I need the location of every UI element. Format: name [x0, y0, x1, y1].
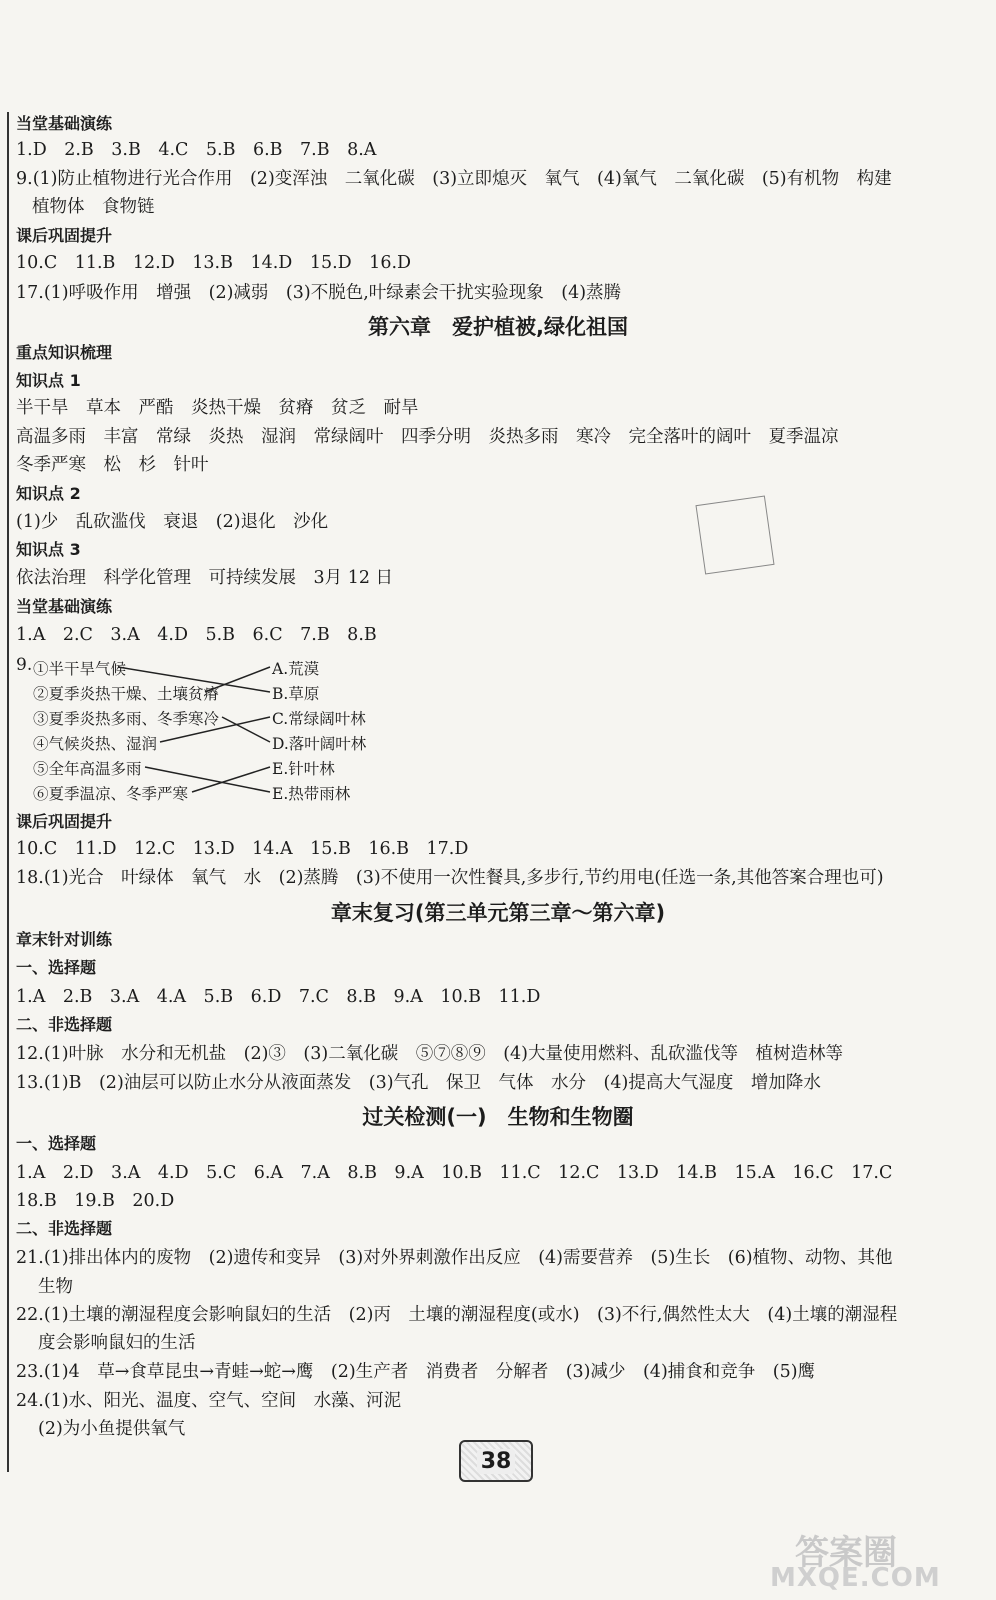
answer-line: (2)为小鱼提供氧气 — [38, 1419, 186, 1439]
heading-choice: 一、选择题 — [16, 958, 97, 977]
heading-after-class: 课后巩固提升 — [16, 812, 113, 831]
match-right-item: B.草原 — [272, 685, 320, 703]
answer-line: 植物体 食物链 — [32, 197, 155, 217]
stamp-mark — [695, 495, 774, 574]
match-line — [222, 717, 270, 742]
match-left-item: ⑤全年高温多雨 — [33, 760, 142, 778]
answer-line: 18.B 19.B 20.D — [16, 1191, 175, 1211]
answer-line: 半干旱 草本 严酷 炎热干燥 贫瘠 贫乏 耐旱 — [16, 398, 419, 418]
answer-line: (1)少 乱砍滥伐 衰退 (2)退化 沙化 — [16, 512, 329, 532]
match-right-item: E.热带雨林 — [272, 785, 351, 803]
heading-basic-practice: 当堂基础演练 — [16, 114, 113, 133]
match-line — [160, 717, 270, 742]
matching-question-number: 9. — [16, 655, 33, 675]
match-right-item: A.荒漠 — [272, 660, 320, 678]
answer-line: 22.(1)土壤的潮湿程度会影响鼠妇的生活 (2)丙 土壤的潮湿程度(或水) (3)不行,偶然性太大 (4)土壤的潮湿程 — [16, 1305, 898, 1325]
page-number-badge — [459, 1440, 533, 1482]
watermark-logo: 答案圈 — [795, 1533, 897, 1573]
match-line — [118, 667, 270, 692]
match-line — [145, 767, 270, 792]
test-title: 过关检测(一) 生物和生物圈 — [362, 1105, 634, 1129]
answer-line: 1.A 2.D 3.A 4.D 5.C 6.A 7.A 8.B 9.A 10.B 11.C 12.C 13.D 14.B 15.A 16.C 17.C — [16, 1163, 893, 1183]
chapter-title: 第六章 爱护植被,绿化祖国 — [368, 315, 628, 339]
heading-knowledge-point: 知识点 3 — [16, 540, 81, 559]
match-right-item: E.针叶林 — [272, 760, 335, 778]
answer-line: 依法治理 科学化管理 可持续发展 3月 12 日 — [16, 568, 394, 588]
answer-line: 10.C 11.B 12.D 13.B 14.D 15.D 16.D — [16, 253, 412, 273]
heading-choice: 一、选择题 — [16, 1134, 97, 1153]
answer-line: 12.(1)叶脉 水分和无机盐 (2)③ (3)二氧化碳 ⑤⑦⑧⑨ (4)大量使用燃料、乱砍滥伐等 植树造林等 — [16, 1044, 843, 1064]
answer-line: 23.(1)4 草→食草昆虫→青蛙→蛇→鹰 (2)生产者 消费者 分解者 (3)减少 (4)捕食和竞争 (5)鹰 — [16, 1362, 816, 1382]
heading-non-choice: 二、非选择题 — [16, 1219, 113, 1238]
heading-after-class: 课后巩固提升 — [16, 226, 113, 245]
answer-line: 1.A 2.B 3.A 4.A 5.B 6.D 7.C 8.B 9.A 10.B 11.D — [16, 987, 541, 1007]
heading-key-knowledge: 重点知识梳理 — [16, 343, 113, 362]
heading-knowledge-point: 知识点 1 — [16, 371, 81, 390]
answer-line: 度会影响鼠妇的生活 — [38, 1333, 196, 1353]
match-left-item: ④气候炎热、湿润 — [33, 735, 158, 753]
heading-knowledge-point: 知识点 2 — [16, 484, 81, 503]
answer-line: 18.(1)光合 叶绿体 氧气 水 (2)蒸腾 (3)不使用一次性餐具,多步行,节约用电(任选一条,其他答案合理也可) — [16, 868, 884, 888]
match-left-item: ③夏季炎热多雨、冬季寒冷 — [33, 710, 220, 728]
page-number: 38 — [477, 1449, 516, 1474]
match-left-item: ①半干旱气候 — [33, 660, 127, 678]
answer-line: 10.C 11.D 12.C 13.D 14.A 15.B 16.B 17.D — [16, 839, 469, 859]
answer-line: 冬季严寒 松 杉 针叶 — [16, 455, 209, 475]
answer-line: 1.D 2.B 3.B 4.C 5.B 6.B 7.B 8.A — [16, 140, 377, 160]
heading-basic-practice: 当堂基础演练 — [16, 597, 113, 616]
heading-non-choice: 二、非选择题 — [16, 1015, 113, 1034]
answer-line: 高温多雨 丰富 常绿 炎热 湿润 常绿阔叶 四季分明 炎热多雨 寒冷 完全落叶的阔叶 夏季温凉 — [16, 427, 839, 447]
heading-chapter-training: 章末针对训练 — [16, 930, 113, 949]
match-right-item: D.落叶阔叶林 — [272, 735, 367, 753]
answer-line: 13.(1)B (2)油层可以防止水分从液面蒸发 (3)气孔 保卫 气体 水分 (4)提高大气湿度 增加降水 — [16, 1073, 821, 1093]
answer-line: 1.A 2.C 3.A 4.D 5.B 6.C 7.B 8.B — [16, 625, 377, 645]
answer-line: 21.(1)排出体内的废物 (2)遗传和变异 (3)对外界刺激作出反应 (4)需要营养 (5)生长 (6)植物、动物、其他 — [16, 1248, 893, 1268]
match-left-item: ⑥夏季温凉、冬季严寒 — [33, 785, 189, 803]
review-title: 章末复习(第三单元第三章～第六章) — [330, 901, 666, 925]
answer-line: 24.(1)水、阳光、温度、空气、空间 水藻、河泥 — [16, 1391, 402, 1411]
match-line — [205, 667, 270, 692]
match-right-item: C.常绿阔叶林 — [272, 710, 366, 728]
match-left-item: ②夏季炎热干燥、土壤贫瘠 — [33, 685, 220, 703]
answer-line: 生物 — [38, 1277, 73, 1297]
answer-line: 17.(1)呼吸作用 增强 (2)减弱 (3)不脱色,叶绿素会干扰实验现象 (4)蒸腾 — [16, 283, 622, 303]
answer-line: 9.(1)防止植物进行光合作用 (2)变浑浊 二氧化碳 (3)立即熄灭 氧气 (4)氧气 二氧化碳 (5)有机物 构建 — [16, 169, 892, 189]
watermark-url: MXQE.COM — [770, 1563, 941, 1593]
